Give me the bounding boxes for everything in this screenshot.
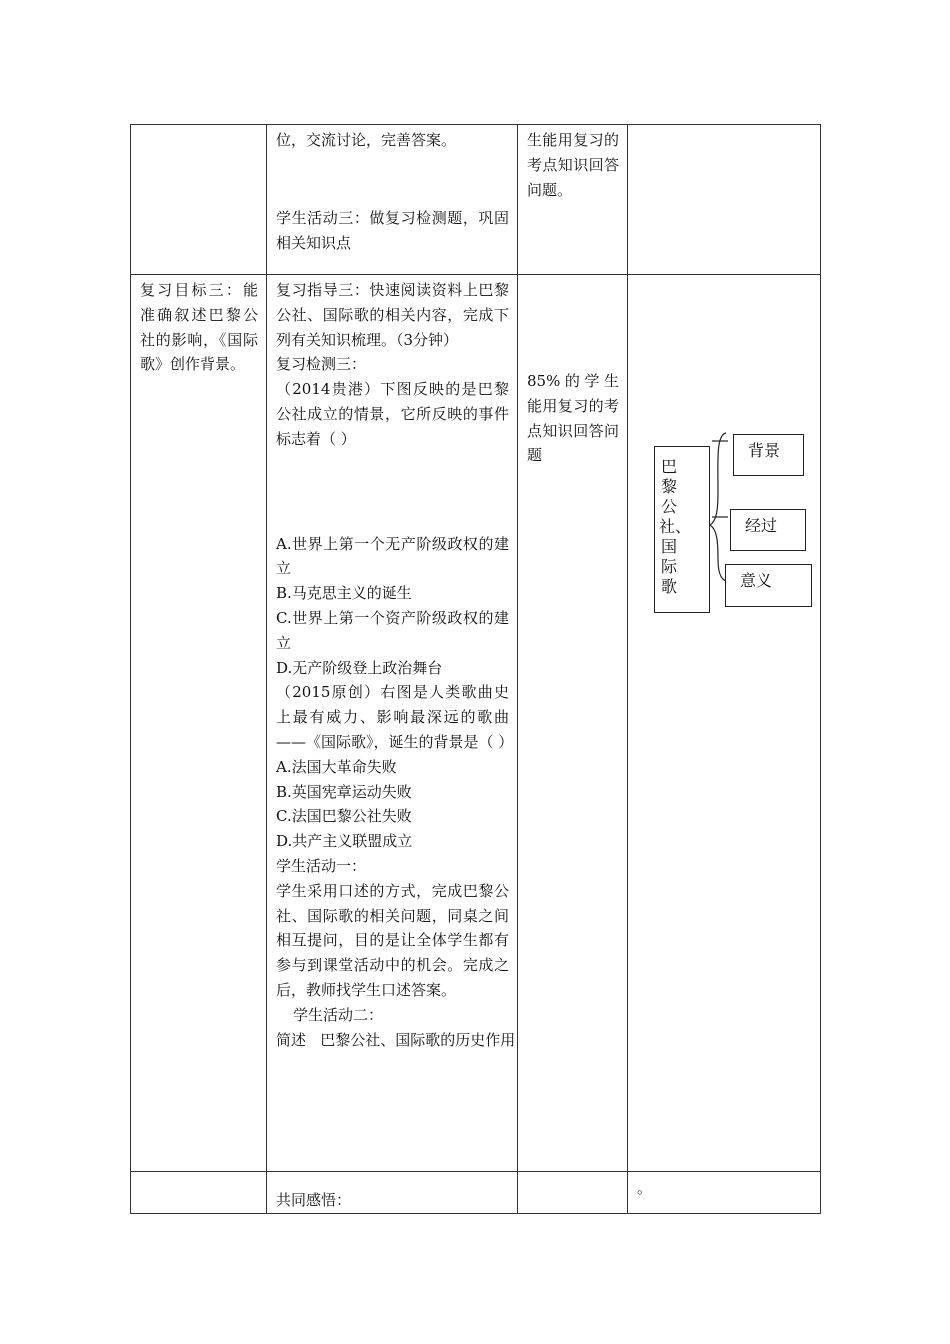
cell-goal — [518, 1172, 628, 1214]
cell-board — [628, 1172, 821, 1214]
activity-2-title: 学生活动二： — [293, 1005, 384, 1024]
knowledge-diagram — [628, 275, 820, 1170]
activity-text: 位，交流讨论，完善答案。 — [276, 131, 457, 149]
option: C.法国巴黎公社失败 — [276, 807, 412, 826]
review-guide: 复习指导三：快速阅读资料上巴黎公社、国际歌的相关内容，完成下列有关知识梳理。（3分钟） — [276, 281, 509, 349]
cell-objective — [131, 1172, 267, 1214]
cell-activity — [267, 125, 518, 275]
cell-activity — [267, 275, 518, 1172]
test-title: 复习检测三： — [276, 355, 367, 374]
cell-goal — [518, 275, 628, 1172]
shared-reflection: 共同感悟： — [276, 1191, 352, 1209]
activity-1-title: 学生活动一： — [276, 856, 367, 875]
table-row — [131, 125, 821, 275]
cell-objective — [131, 125, 267, 275]
board-note: 。 — [637, 1179, 653, 1197]
activity-text: 学生活动三：做复习检测题，巩固相关知识点 — [276, 208, 509, 252]
option: A.法国大革命失败 — [276, 757, 397, 776]
option: B.马克思主义的诞生 — [276, 584, 412, 603]
question-2: （2015原创）右图是人类歌曲史上最有威力、影响最深远的歌曲——《国际歌》，诞生的背景是（ ） — [276, 683, 514, 751]
activity-2-text: 简述 巴黎公社、国际歌的历史作用 — [276, 1030, 516, 1049]
option: B.英国宪章运动失败 — [276, 782, 412, 801]
diagram-box-background: 背景 — [733, 434, 804, 476]
cell-goal — [518, 125, 628, 275]
option: C.世界上第一个资产阶级政权的建立 — [276, 608, 509, 652]
cell-activity — [267, 1172, 518, 1214]
objective-text: 复习目标三：能准确叙述巴黎公社的影响，《国际歌》创作背景。 — [140, 281, 258, 374]
cell-board — [628, 275, 821, 1172]
option: D.共产主义联盟成立 — [276, 832, 413, 851]
diagram-main-label: 巴黎公社、国际歌 — [659, 457, 692, 596]
diagram-box-process: 经过 — [730, 509, 806, 551]
lesson-plan-table — [130, 124, 821, 1214]
table-row — [131, 275, 821, 1172]
option: D.无产阶级登上政治舞台 — [276, 658, 443, 677]
activity-1-text: 学生采用口述的方式，完成巴黎公社、国际歌的相关问题，同桌之间相互提问，目的是让全体学生都有参与到课堂活动中的机会。完成之后，教师找学生口述答案。 — [276, 881, 509, 999]
option: A.世界上第一个无产阶级政权的建立 — [276, 534, 509, 578]
table-row — [131, 1172, 821, 1214]
diagram-box-significance: 意义 — [725, 564, 812, 607]
goal-text: 生能用复习的考点知识回答问题。 — [527, 131, 619, 199]
question-1: （2014贵港）下图反映的是巴黎公社成立的情景，它所反映的事件标志着（ ） — [276, 380, 509, 448]
cell-objective — [131, 275, 267, 1172]
cell-board — [628, 125, 821, 275]
goal-text: 85%的学生能用复习的考点知识回答问题 — [527, 372, 619, 465]
